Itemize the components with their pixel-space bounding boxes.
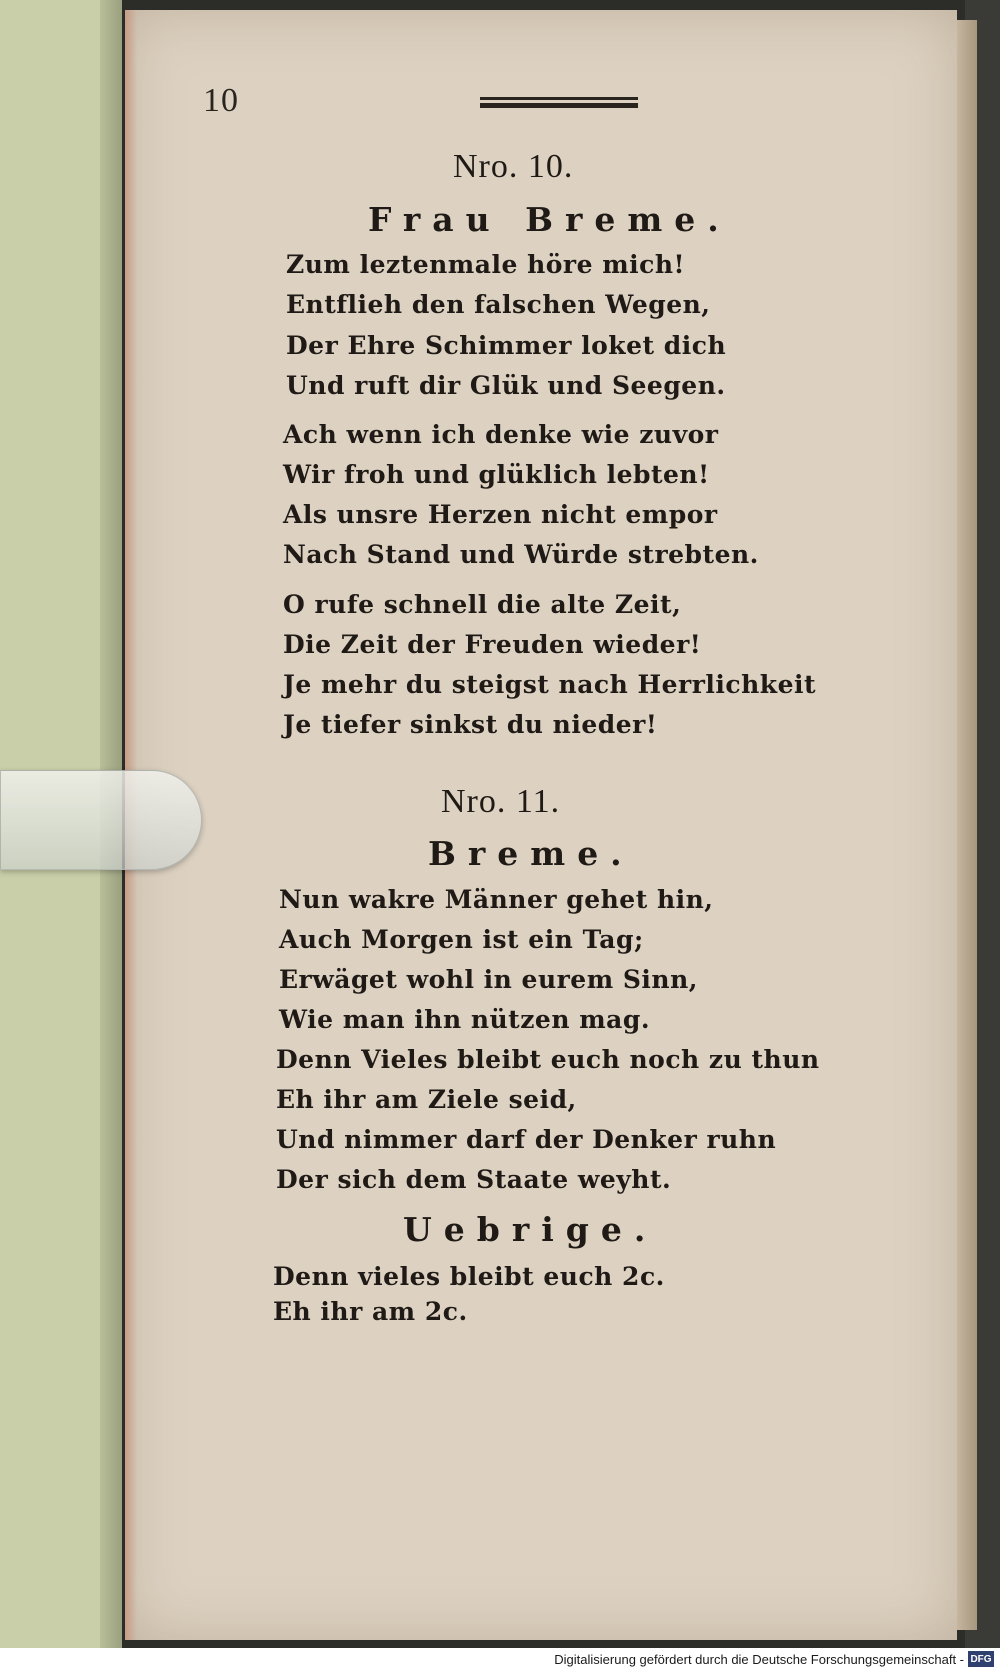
verse-line: Als unsre Herzen nicht empor (283, 500, 718, 529)
verse-line: Auch Morgen ist ein Tag; (279, 925, 644, 954)
speaker-name: Uebrige. (403, 1210, 658, 1249)
bookmark-tab (0, 770, 202, 870)
verse-line: Nun wakre Männer gehet hin, (279, 885, 714, 914)
verse-line: Je mehr du steigst nach Herrlichkeit (283, 670, 817, 699)
verse-line: Eh ihr am 2c. (273, 1297, 468, 1326)
header-rule (480, 97, 638, 108)
speaker-name: Breme. (428, 834, 634, 873)
verse-line: Denn vieles bleibt euch 2c. (273, 1262, 665, 1291)
verse-line: Denn Vieles bleibt euch noch zu thun (276, 1045, 820, 1074)
verse-line: Ach wenn ich denke wie zuvor (283, 420, 719, 449)
verse-line: Und nimmer darf der Denker ruhn (276, 1125, 777, 1154)
digitization-credit: Digitalisierung gefördert durch die Deutsche Forschungsgemeinschaft - (554, 1652, 964, 1667)
dfg-logo: DFG (968, 1651, 994, 1667)
section-heading: Nro. 10. (453, 148, 574, 185)
verse-line: Wie man ihn nützen mag. (279, 1005, 651, 1034)
page-number: 10 (203, 82, 239, 119)
verse-line: O rufe schnell die alte Zeit, (283, 590, 682, 619)
verse-line: Nach Stand und Würde strebten. (283, 540, 759, 569)
verse-line: Erwäget wohl in eurem Sinn, (279, 965, 698, 994)
verse-line: Der sich dem Staate weyht. (276, 1165, 672, 1194)
speaker-name: Frau Breme. (368, 200, 731, 239)
section-heading: Nro. 11. (441, 783, 561, 820)
verse-line: Entflieh den falschen Wegen, (286, 290, 711, 319)
verse-line: Die Zeit der Freuden wieder! (283, 630, 702, 659)
verse-line: Und ruft dir Glük und Seegen. (286, 371, 726, 400)
page-edge-right (955, 20, 977, 1630)
verse-line: Je tiefer sinkst du nieder! (283, 710, 658, 739)
verse-line: Zum leztenmale höre mich! (286, 250, 686, 279)
verse-line: Wir froh und glüklich lebten! (283, 460, 710, 489)
verse-line: Eh ihr am Ziele seid, (276, 1085, 577, 1114)
verse-line: Der Ehre Schimmer loket dich (286, 331, 727, 360)
